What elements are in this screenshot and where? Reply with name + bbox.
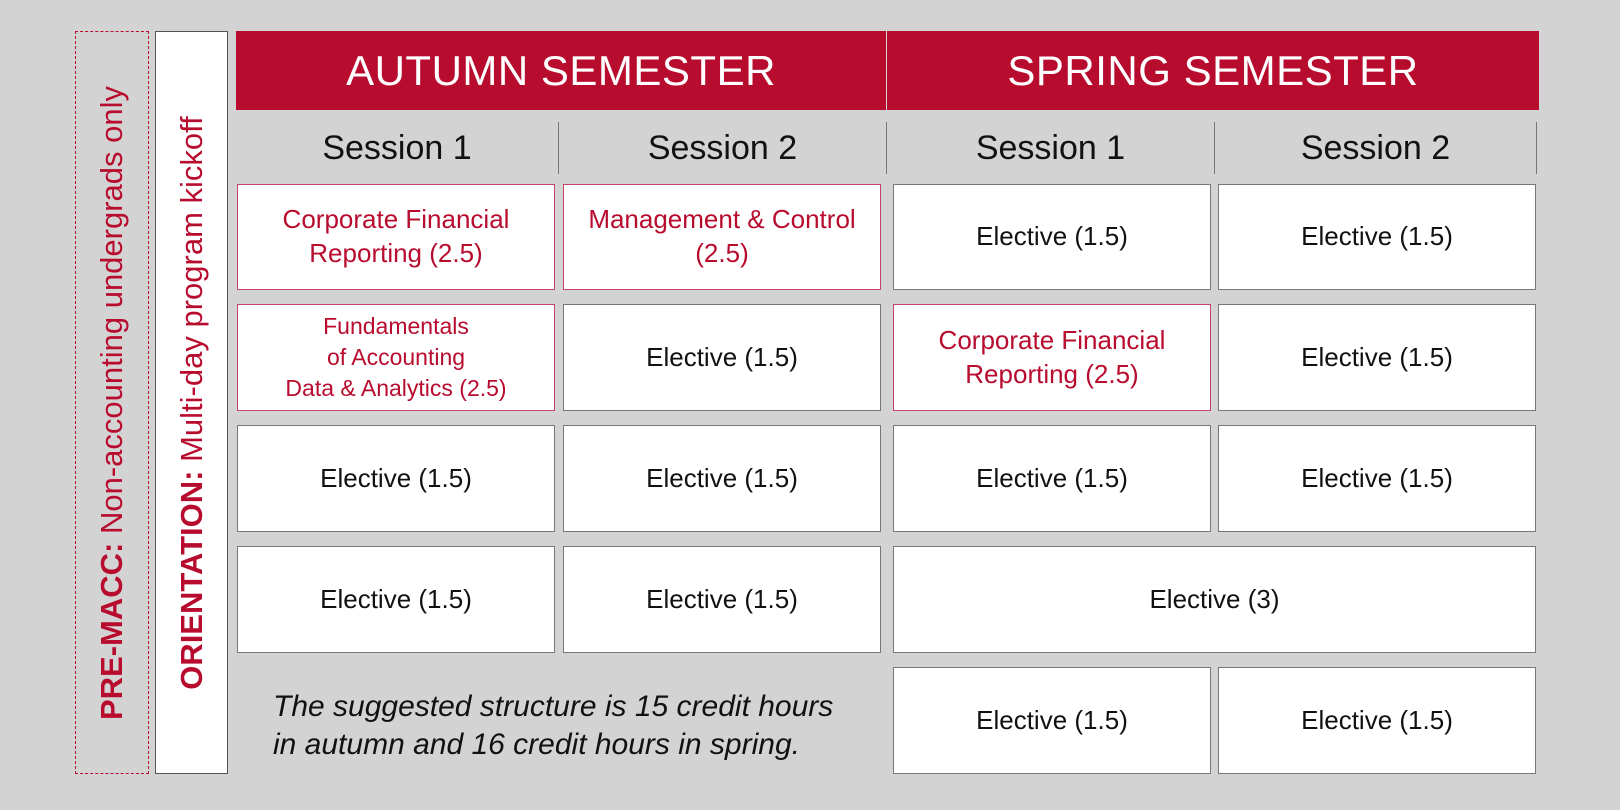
premacc-label: PRE-MACC:: [94, 542, 129, 720]
orientation-text: [174, 116, 210, 690]
course-label-line: Fundamentals: [323, 312, 469, 339]
course-cell-core: [237, 304, 555, 411]
note-line: The suggested structure is 15 credit hours: [273, 690, 834, 723]
course-cell-elective: Elective (1.5): [563, 304, 881, 411]
course-cell-elective: Elective (1.5): [237, 425, 555, 532]
orientation-label: ORIENTATION:: [173, 470, 209, 690]
orientation-bar: [155, 31, 228, 774]
note-line: in autumn and 16 credit hours in spring.: [273, 727, 800, 761]
course-cell-core: Management & Control (2.5): [563, 184, 881, 290]
session-divider: [1536, 122, 1537, 174]
course-cell-elective: Elective (1.5): [893, 425, 1211, 532]
credit-hours-note: [273, 688, 863, 763]
spring-session-1-header: Session 1: [975, 128, 1126, 167]
course-cell-elective: Elective (1.5): [563, 546, 881, 653]
spring-semester-header: SPRING SEMESTER: [887, 31, 1539, 110]
course-cell-elective: Elective (1.5): [893, 667, 1211, 774]
course-cell-elective: Elective (1.5): [563, 425, 881, 532]
course-cell-core: Corporate Financial Reporting (2.5): [893, 304, 1211, 411]
orientation-description: Multi-day program kickoff: [173, 115, 209, 471]
spring-session-2-header: Session 2: [1300, 128, 1451, 167]
course-label-line: Data & Analytics (2.5): [285, 375, 507, 402]
autumn-semester-header: AUTUMN SEMESTER: [236, 31, 886, 110]
premacc-bar: [75, 31, 149, 774]
course-cell-elective-wide: Elective (3): [893, 546, 1536, 653]
fundamentals-course-label: [285, 311, 506, 404]
course-cell-elective: Elective (1.5): [1218, 304, 1536, 411]
premacc-text: [94, 85, 130, 719]
autumn-session-1-header: Session 1: [322, 128, 472, 167]
course-label-line: of Accounting: [326, 343, 466, 370]
course-cell-core: Corporate Financial Reporting (2.5): [237, 184, 555, 290]
course-cell-elective: Elective (1.5): [893, 184, 1211, 290]
premacc-description: Non-accounting undergrads only: [94, 85, 129, 543]
course-cell-elective: Elective (1.5): [1218, 667, 1536, 774]
course-cell-elective: Elective (1.5): [237, 546, 555, 653]
course-cell-elective: Elective (1.5): [1218, 184, 1536, 290]
course-cell-elective: Elective (1.5): [1218, 425, 1536, 532]
autumn-session-2-header: Session 2: [647, 128, 798, 167]
